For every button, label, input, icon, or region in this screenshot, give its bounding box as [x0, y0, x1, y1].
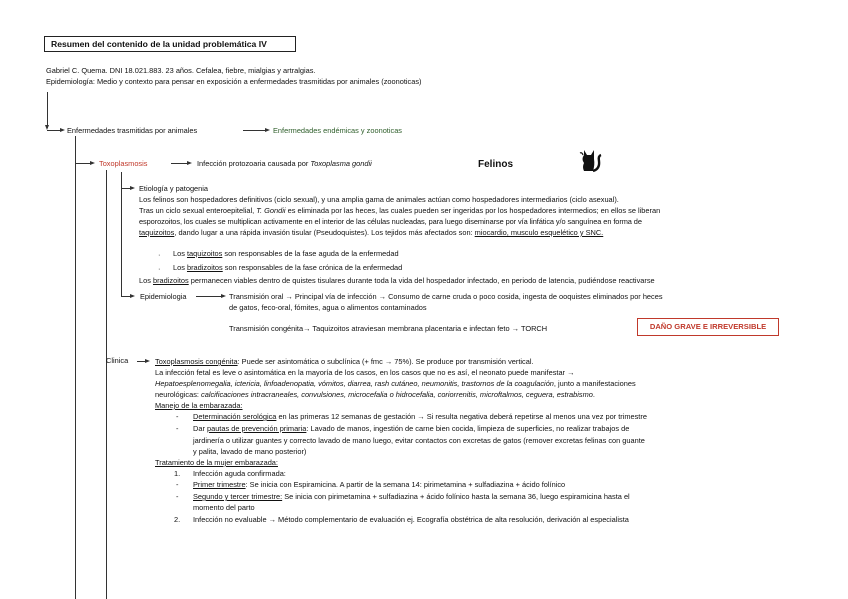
bullet-dash: -: [176, 424, 179, 433]
tratamiento-subitem-cont: momento del parto: [193, 503, 255, 512]
arrow-right-icon: [60, 128, 65, 132]
bullet-dot: ·: [158, 250, 161, 259]
arrow-right-icon: [265, 128, 270, 132]
tratamiento-item: Infección aguda confirmada:: [193, 469, 286, 478]
list-number: 2.: [174, 515, 181, 524]
toxo-description: Infección protozoaria causada por Toxoplasma gondii: [197, 159, 372, 168]
transmision-oral: Transmisión oral → Principal vía de infección → Consumo de carne cruda o poco cosida, ingesta de ooquistes eliminados por heces: [229, 292, 663, 301]
tree-line-level1: [75, 136, 76, 599]
transmision-oral-cont: de gatos, feco-oral, fómites, agua o alimentos contaminados: [229, 303, 427, 312]
tratamiento-item: Infección no evaluable → Método complementario de evaluación ej. Ecografía obstétrica de alta resolución, derivación al especialista: [193, 515, 629, 524]
tree-branch: [196, 296, 222, 297]
level1-target: Enfermedades endémicas y zoonoticas: [273, 126, 402, 135]
etiologia-line: Los felinos son hospedadores definitivos (ciclo sexual), y una amplia gama de animales actúan como hospedadores intermediarios (ciclo asexual).: [139, 195, 619, 204]
etiologia-bullet: Los bradizoitos son responsables de la fase crónica de la enfermedad: [173, 263, 403, 272]
tree-line-etiologia: [121, 286, 122, 296]
list-number: 1.: [174, 469, 181, 478]
arrow-right-icon: [145, 359, 150, 363]
felinos-label: Felinos: [478, 159, 514, 170]
arrow-right-icon: [130, 186, 135, 190]
bullet-dash: -: [176, 412, 179, 421]
clinica-line: neurológicas: calcificaciones intracraneales, convulsiones, microcefalia o hidrocefalia, coriorrenitis, microftalmos, ceguera, estrabismo.: [155, 390, 595, 399]
etiologia-line: taquizoitos, dando lugar a una rápida invasión tisular (Pseudoquistes). Los tejidos más afectados son: miocardio, musculo esquelético y SNC.: [139, 228, 604, 237]
arrow-right-icon: [130, 294, 135, 298]
page-title: Resumen del contenido de la unidad problemática IV: [44, 36, 296, 52]
clinica-line: La infección fetal es leve o asintomática en la mayoría de los casos, en los casos que no es así, el neonato puede manifestar →: [155, 368, 575, 377]
tree-line-root: [47, 92, 48, 128]
tree-branch: [75, 163, 91, 164]
tree-line-etiologia: [121, 172, 122, 286]
tratamiento-subitem: Segundo y tercer trimestre: Se inicia con pirimetamina + sulfadiazina + ácido folínico hasta la semana 36, luego espiramicina hasta el: [193, 492, 630, 501]
manejo-item: Dar pautas de prevención primaria: Lavado de manos, ingestión de carne bien cocida, limpieza de superficies, no realizar trabajos de: [193, 424, 630, 433]
cat-icon: [578, 147, 604, 173]
transmision-congenita: Transmisión congénita→ Taquizoitos atraviesan membrana placentaria e infectan feto → TORCH: [229, 324, 548, 333]
tratamiento-subitem: Primer trimestre: Se inicia con Espiramicina. A partir de la semana 14: pirimetamina + sulfadiazina + ácido folínico: [193, 480, 566, 489]
bullet-dash: -: [176, 480, 179, 489]
epidemiology-intro: Epidemiología: Medio y contexto para pensar en exposición a enfermedades trasmitidas por animales (zoonoticas): [46, 77, 422, 86]
arrow-right-icon: [221, 294, 226, 298]
manejo-item: Determinación serológica en las primeras 12 semanas de gestación → Si resulta negativa deberá repetirse al menos una vez por trimestre: [193, 412, 647, 421]
patient-line: Gabriel C. Quema. DNI 18.021.883. 23 años. Cefalea, fiebre, mialgias y artralgias.: [46, 66, 316, 75]
clinica-label: Clinica: [106, 356, 129, 365]
tree-branch: [47, 130, 61, 131]
tree-branch: [243, 130, 265, 131]
etiologia-heading: Etiología y patogenia: [139, 184, 209, 193]
bullet-dot: ·: [158, 264, 161, 273]
etiologia-line: Los bradizoitos permanecen viables dentro de quistes tisulares durante toda la vida del hospedador infectado, en periodo de latencia, pudiéndose reactivarse: [139, 276, 655, 285]
arrow-right-icon: [90, 161, 95, 165]
level1-label: Enfermedades trasmitidas por animales: [67, 126, 198, 135]
bullet-dash: -: [176, 492, 179, 501]
manejo-item-cont: y palita, lavado de mano posterior): [193, 447, 307, 456]
tree-line-clinica: [106, 366, 107, 599]
etiologia-bullet: Los taquizoitos son responsables de la fase aguda de la enfermedad: [173, 249, 399, 258]
tree-branch: [171, 163, 188, 164]
toxo-label: Toxoplasmosis: [99, 159, 148, 168]
manejo-heading: Manejo de la embarazada:: [155, 401, 243, 410]
arrow-right-icon: [187, 161, 192, 165]
etiologia-line: esporozoitos, los cuales se multiplican activamente en el interior de las células nucleadas, para luego diseminarse por vía linfática y/o sanguínea en forma de: [139, 217, 642, 226]
manejo-item-cont: jardinería o utilizar guantes y correcto lavado de mano luego, evitar contactos con excretas de gatos (remover excretas felinas con guante: [193, 436, 645, 445]
clinica-line: Toxoplasmosis congénita: Puede ser asintomática o subclínica (+ fmc → 75%). Se produce por transmisión vertical.: [155, 357, 534, 366]
etiologia-line: Tras un ciclo sexual enteroepitelial, T. Gondii es eliminada por las heces, las cuales pueden ser ingeridas por los hospedadores intermedios; en ellos se liberan: [139, 206, 661, 215]
tratamiento-heading: Tratamiento de la mujer embarazada:: [155, 458, 278, 467]
clinica-line: Hepatoesplenomegalia, ictericia, linfoadenopatia, vómitos, diarrea, rash cutáneo, neumonitis, trastornos de la coagulación, junto a manifestaciones: [155, 379, 636, 388]
epidemiologia-label: Epidemiologia: [140, 292, 187, 301]
warning-box: DAÑO GRAVE E IRREVERSIBLE: [637, 318, 779, 336]
